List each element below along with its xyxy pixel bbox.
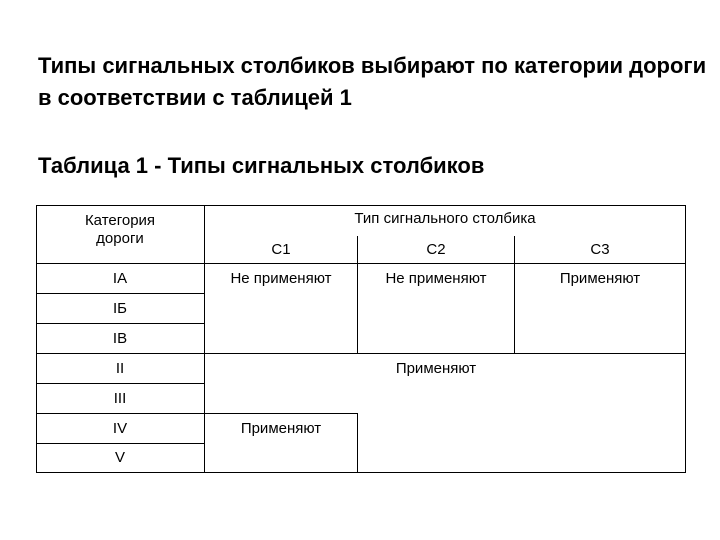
category-row-label: V (114, 449, 125, 466)
category-header: Категория дороги (84, 212, 156, 247)
c1-c2-divider-lower (357, 413, 358, 473)
column-header-c2: С2 (426, 241, 446, 258)
c1-value-not-applied: Не применяют (230, 269, 332, 287)
category-row-label: IА (112, 269, 128, 287)
category-row-label: II (115, 359, 125, 377)
table-caption: Таблица 1 - Типы сигнальных столбиков (38, 153, 485, 178)
c3-value-applied: Применяют (559, 269, 641, 287)
category-row-label: IV (112, 419, 128, 437)
column-header-c3: С3 (590, 241, 610, 258)
table-border-right (685, 205, 686, 473)
category-row-label: IБ (112, 299, 127, 317)
category-row-label: III (113, 389, 127, 407)
c1-value-applied: Применяют (240, 419, 322, 437)
table-border-bottom (36, 472, 686, 473)
page-heading: Типы сигнальных столбиков выбирают по категории дороги в соответствии с таблицей 1 (38, 53, 707, 110)
type-header: Тип сигнального столбика (354, 210, 536, 227)
category-row-label: IВ (112, 329, 128, 347)
column-header-c1: С1 (271, 241, 291, 258)
c2-value-applied: Применяют (395, 359, 477, 377)
c2-value-not-applied: Не применяют (385, 269, 487, 287)
signal-post-types-table (36, 205, 686, 473)
